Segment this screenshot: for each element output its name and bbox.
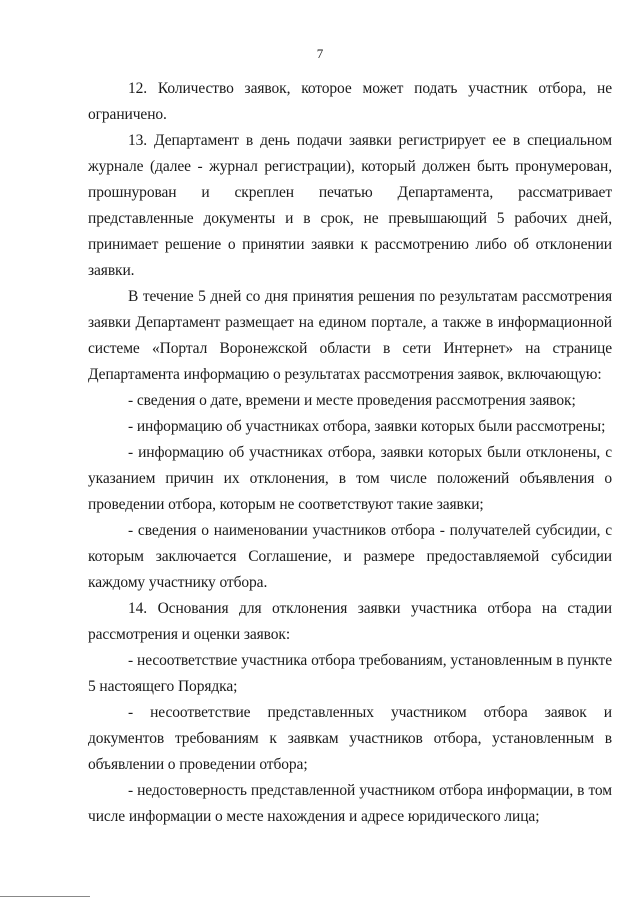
page-number: 7	[316, 46, 324, 61]
footnote-divider	[0, 896, 90, 897]
list-item-reviewed-participants: - информацию об участниках отбора, заявки которых были рассмотрены;	[128, 418, 606, 435]
paragraph-results-publication: В течение 5 дней со дня принятия решения по результатам рассмотрения заявки Департамент размещает на едином портале, а также в информационной системе «Портал Воронежской области в сети Интернет» на странице Департамента информацию о результатах рассмотрения заявок, включающую:	[88, 288, 612, 383]
list-item-rejected-participants: - информацию об участниках отбора, заявки которых были отклонены, с указанием причин их отклонения, в том числе положений объявления о проведении отбора, которым не соответствуют такие заявки;	[88, 444, 612, 513]
list-item-requirements-mismatch: - несоответствие участника отбора требованиям, установленным в пункте 5 настоящего Порядка;	[88, 652, 612, 695]
list-item-subsidy-recipients: - сведения о наименовании участников отбора - получателей субсидии, с которым заключается Соглашение, и размере предоставляемой субсидии каждому участнику отбора.	[88, 522, 612, 591]
document-body	[88, 76, 612, 830]
list-item-unreliable-info: - недостоверность представленной участником отбора информации, в том числе информации о месте нахождения и адресе юридического лица;	[88, 782, 612, 825]
list-item-review-date: - сведения о дате, времени и месте проведения рассмотрения заявок;	[128, 392, 576, 409]
list-item-documents-mismatch: - несоответствие представленных участником отбора заявок и документов требованиям к заявкам участников отбора, установленным в объявлении о проведении отбора;	[88, 704, 612, 773]
paragraph-12: 12. Количество заявок, которое может подать участник отбора, не ограничено.	[88, 80, 612, 123]
paragraph-13: 13. Департамент в день подачи заявки регистрирует ее в специальном журнале (далее - журнал регистрации), который должен быть пронумерован, прошнурован и скреплен печатью Департамента, рассматривает представленные документы и в срок, не превышающий 5 рабочих дней, принимает решение о принятии заявки к рассмотрению либо об отклонении заявки.	[88, 132, 612, 279]
paragraph-14: 14. Основания для отклонения заявки участника отбора на стадии рассмотрения и оценки заявок:	[88, 600, 612, 643]
